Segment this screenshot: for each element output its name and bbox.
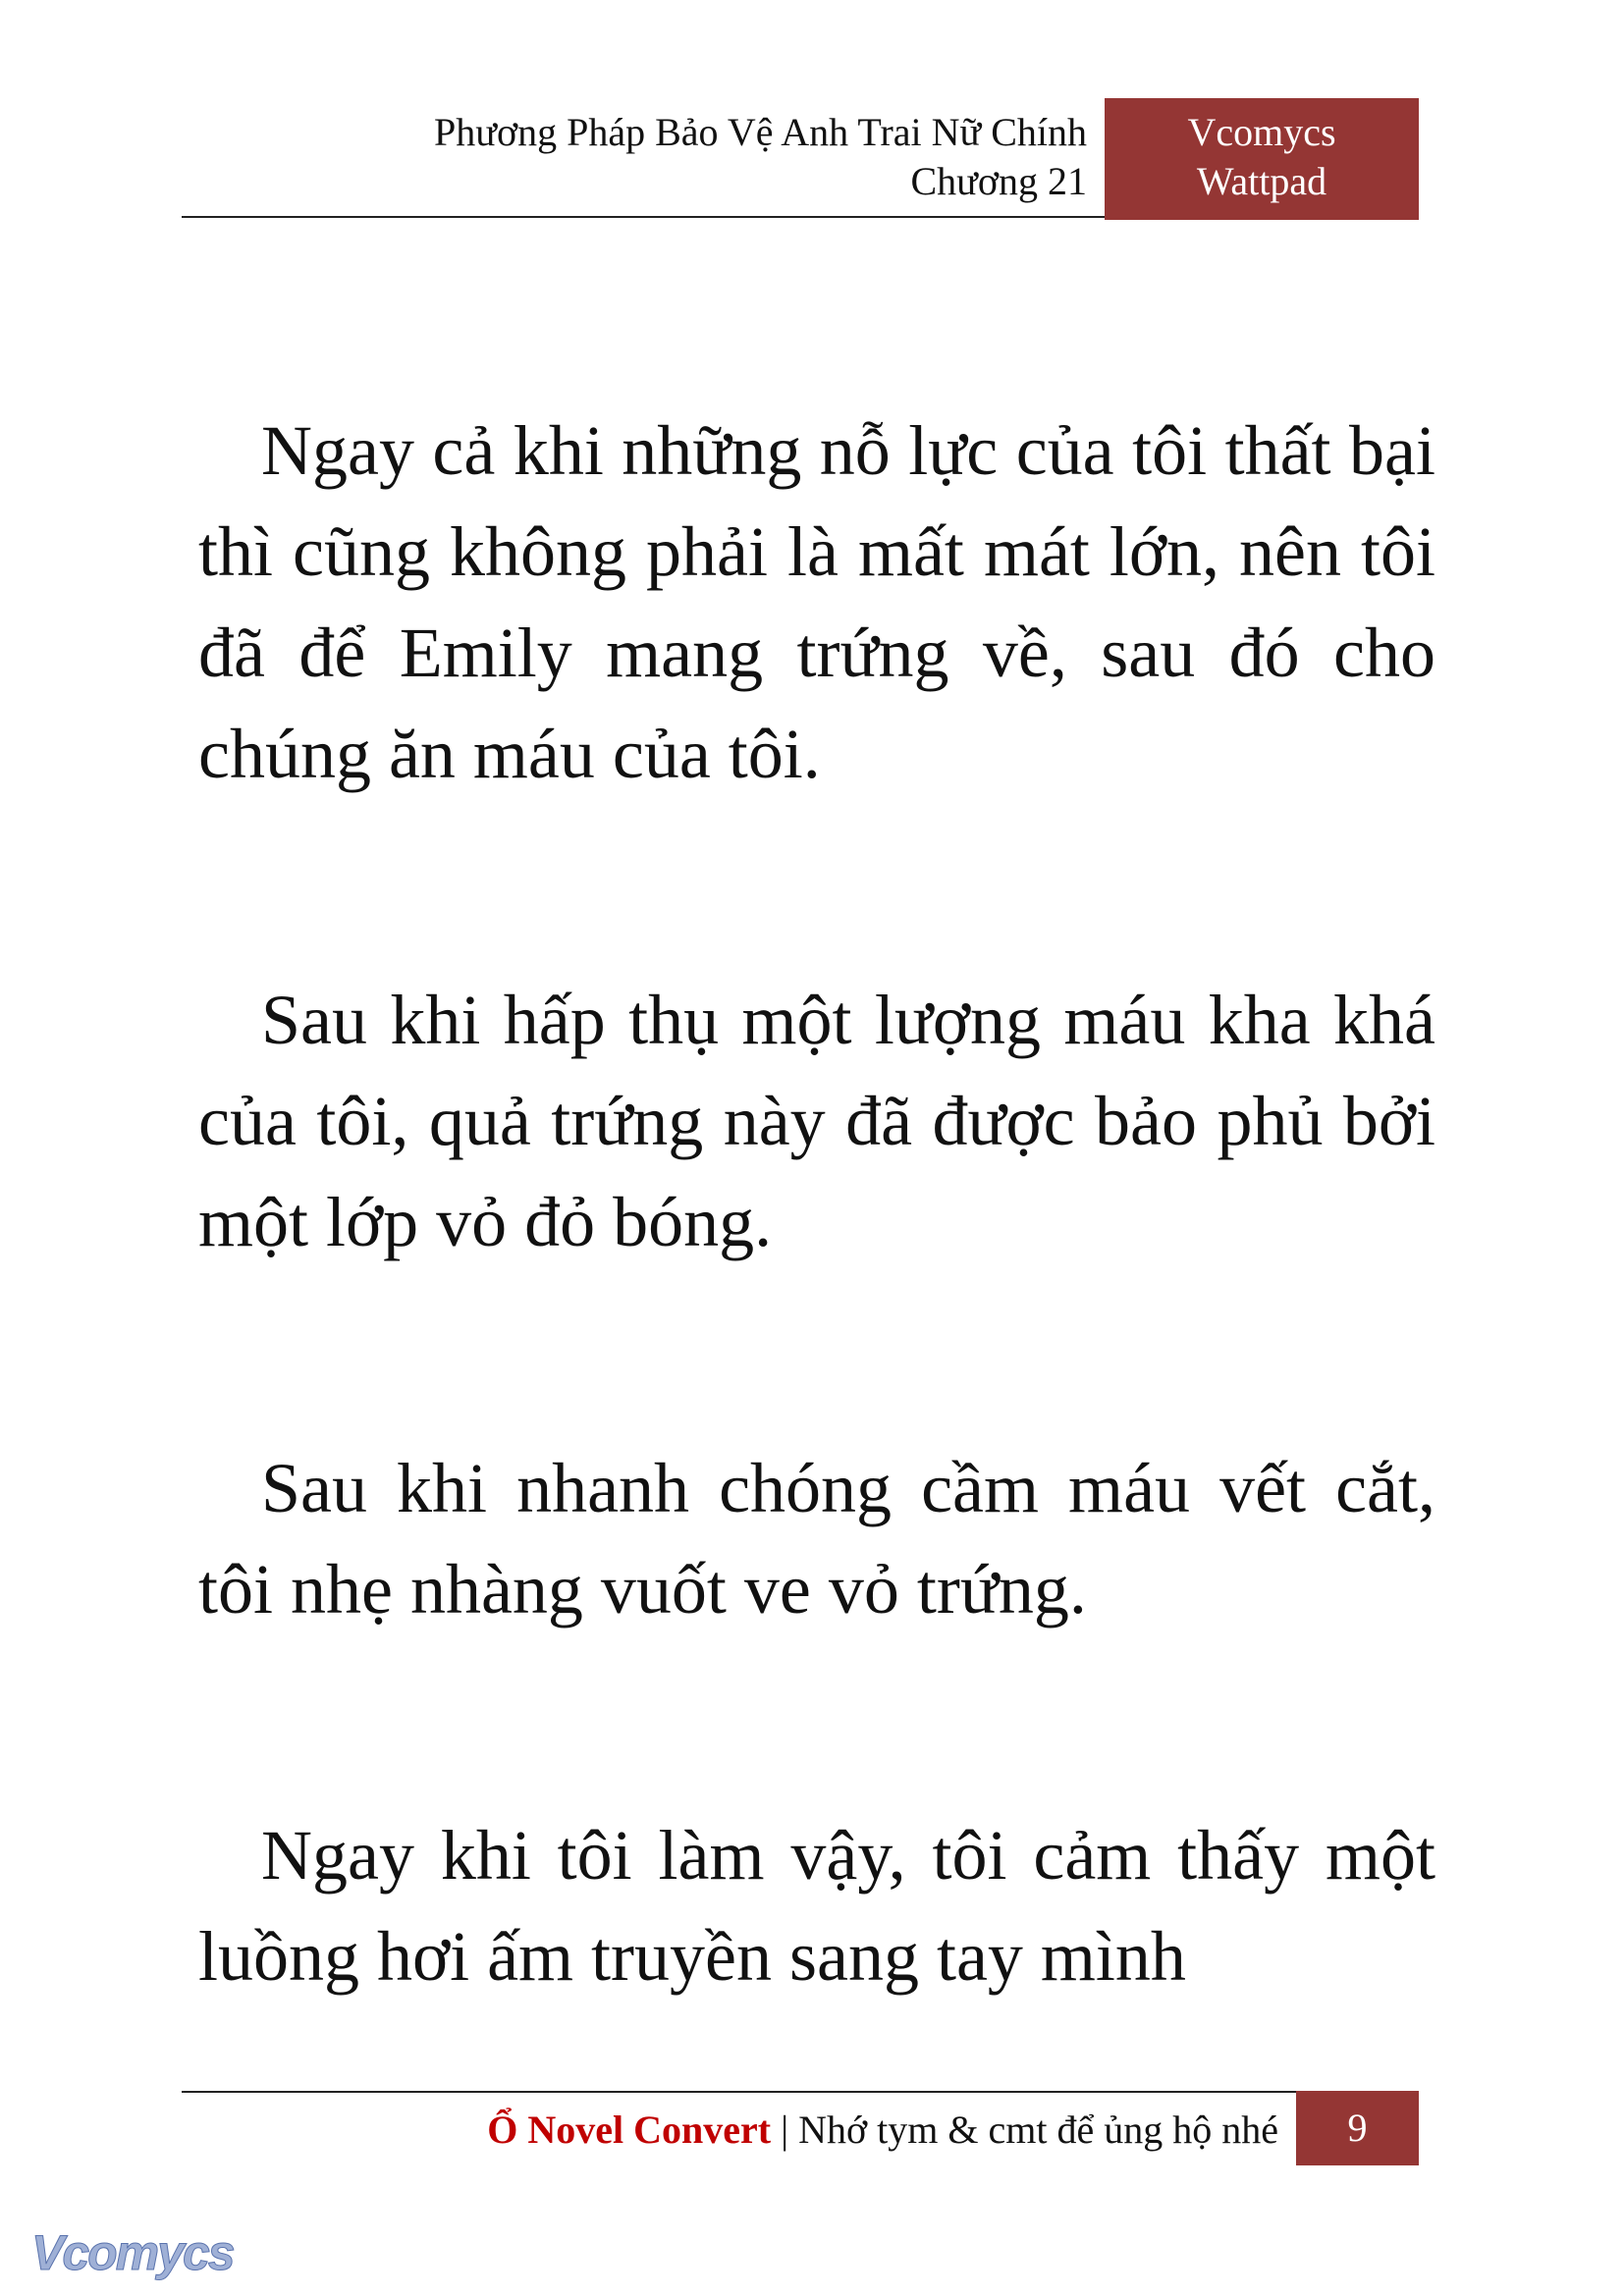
book-title: Phương Pháp Bảo Vệ Anh Trai Nữ Chính xyxy=(434,110,1087,154)
page-header xyxy=(182,98,1419,220)
paragraph-3: Sau khi nhanh chóng cầm máu vết cắt, tôi nhẹ nhàng vuốt ve vỏ trứng. xyxy=(198,1449,1435,1629)
badge-line-2: Wattpad xyxy=(1196,159,1327,203)
chapter-label: Chương 21 xyxy=(910,159,1087,203)
header-badge xyxy=(1105,98,1419,220)
page-number: 9 xyxy=(1296,2091,1419,2165)
paragraph-4: Ngay khi tôi làm vậy, tôi cảm thấy một luồng hơi ấm truyền sang tay mình xyxy=(198,1816,1435,1996)
footer-note: Nhớ tym & cmt để ủng hộ nhé xyxy=(798,2108,1278,2152)
story-text xyxy=(198,400,1435,2007)
badge-line-1: Vcomycs xyxy=(1187,110,1336,154)
watermark-text: Vcomycs xyxy=(31,2225,234,2280)
page-footer xyxy=(182,2091,1419,2165)
header-title-block xyxy=(182,98,1105,218)
footer-note-block xyxy=(182,2091,1296,2165)
footer-brand: Ổ Novel Convert xyxy=(487,2108,772,2152)
paragraph-2: Sau khi hấp thụ một lượng máu kha khá của tôi, quả trứng này đã được bảo phủ bởi một lớp vỏ đỏ bóng. xyxy=(198,981,1435,1261)
vcomycs-watermark-logo xyxy=(27,2222,253,2285)
paragraph-1: Ngay cả khi những nỗ lực của tôi thất bại thì cũng không phải là mất mát lớn, nên tôi đã để Emily mang trứng về, sau đó cho chúng ăn máu của tôi. xyxy=(198,411,1435,793)
footer-separator: | xyxy=(771,2108,799,2152)
